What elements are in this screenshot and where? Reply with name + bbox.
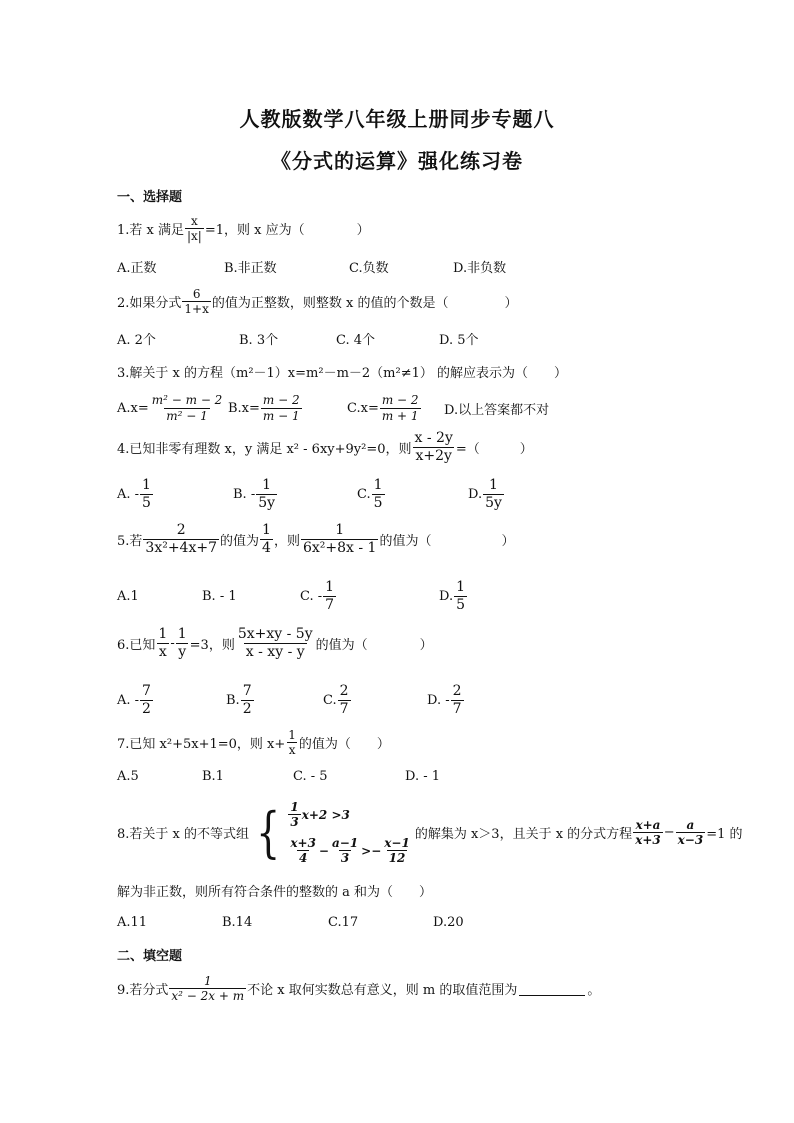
fraction: $\frac{m - 2}{m + 1}$ — [381, 393, 419, 423]
option-c: C. - $\frac{1}{7}$ — [300, 578, 335, 613]
option-d: D. - 1 — [405, 768, 441, 784]
fraction: $\frac{a}{x-3}$ — [677, 817, 704, 848]
question-6: 6.已知 $\frac{1}{x}$ - $\frac{1}{y}$ =3，则 $\frac{5x+xy - 5y}{x - xy - y}$ 的值为（ ） — [117, 626, 433, 660]
fraction: $\frac{1}{3}$ — [290, 800, 299, 830]
fraction: $\frac{1}{5y}$ — [485, 476, 502, 511]
option-c: C.17 — [328, 914, 359, 930]
fraction: $\frac{7}{2}$ — [142, 682, 151, 717]
fraction: $\frac{\text{m² − m − 2}}{\text{m² − 1}}$ — [151, 393, 223, 423]
option-b: B. - $\frac{1}{5y}$ — [233, 476, 276, 511]
fraction: $\frac{1}{y}$ — [177, 626, 187, 660]
fraction: $\frac{x}{|x|}$ — [187, 214, 202, 244]
fraction: $\frac{x+a}{x+3}$ — [635, 817, 661, 848]
answer-blank[interactable] — [519, 981, 585, 996]
question-6-options — [117, 680, 717, 720]
option-a: A.11 — [117, 914, 148, 930]
fraction: $\frac{2}{\text{3x²+4x+7}}$ — [145, 522, 217, 556]
fraction: $\frac{2}{7}$ — [339, 682, 349, 717]
option-d: D. - $\frac{2}{7}$ — [427, 682, 462, 717]
option-b: B. $\frac{7}{2}$ — [226, 682, 252, 717]
section-heading-fill: 二、填空题 — [117, 949, 183, 964]
question-8-continued: 解为非正数，则所有符合条件的整数的 a 和为（ ） — [117, 885, 433, 900]
question-8-options — [117, 902, 717, 942]
fraction: $\frac{1}{5}$ — [456, 578, 466, 613]
option-d: D.以上答案都不对 — [444, 402, 550, 418]
fraction: $\frac{2}{7}$ — [452, 682, 462, 717]
option-c: C. $\frac{1}{5}$ — [357, 476, 383, 511]
question-7-options — [117, 756, 717, 796]
question-8: 8.若关于 x 的不等式组 { $\frac{1}{3}$ x+2 >3 $\frac{x+3}{4}$ − $\frac{a-1}{3}$ >− $\frac{x-1}{12}$ 的解集为 x＞3，且关于 x 的分式方程 $\frac{x+a}{x+3}$ − $\frac{a}{x-3}$ =1 的 — [117, 800, 743, 866]
option-c: C. - 5 — [293, 768, 328, 784]
option-b: B.x= $\frac{m - 2}{m - 1}$ — [228, 393, 300, 423]
question-4-options — [117, 474, 717, 514]
fraction: $\frac{5x+xy - 5y}{x - xy - y}$ — [237, 626, 313, 660]
question-7: 7.已知 x²+5x+1=0，则 x+ $\frac{1}{x}$ 的值为（ ） — [117, 728, 390, 758]
option-d: D. $\frac{1}{5}$ — [439, 578, 466, 613]
option-b: B.非正数 — [224, 260, 277, 276]
fraction: $\frac{1}{7}$ — [325, 578, 335, 613]
question-2-options — [117, 318, 717, 358]
question-4: 4.已知非零有理数 x，y 满足 x² - 6xy+9y²=0，则 $\frac{x - 2y}{x+2y}$ =（ ） — [117, 430, 533, 464]
option-a: A.1 — [117, 588, 139, 604]
fraction: $\frac{1}{5}$ — [373, 476, 383, 511]
option-c: C. 4个 — [336, 332, 376, 348]
option-b: B.14 — [222, 914, 253, 930]
page-title: 人教版数学八年级上册同步专题八 — [239, 107, 555, 131]
option-a: A.5 — [117, 768, 139, 784]
option-d: D.20 — [433, 914, 464, 930]
fraction: $\frac{1}{\text{x² − 2x + m}}$ — [171, 974, 245, 1004]
question-5: 5.若 $\frac{2}{\text{3x²+4x+7}}$ 的值为 $\frac{1}{4}$ ，则 $\frac{1}{\text{6x²+8x - 1}}$ 的值为（ ） — [117, 522, 515, 556]
fraction: $\frac{1}{x}$ — [158, 626, 168, 660]
option-b: B. - 1 — [202, 588, 237, 604]
option-a: A. 2个 — [117, 332, 156, 348]
section-heading-choice: 一、选择题 — [117, 190, 183, 205]
page-subtitle: 《分式的运算》强化练习卷 — [271, 149, 523, 173]
fraction: $\frac{a-1}{3}$ — [331, 835, 359, 866]
option-a: A.正数 — [117, 260, 157, 276]
fraction: $\frac{6}{1+x}$ — [184, 287, 209, 317]
fraction: $\frac{1}{4}$ — [262, 522, 271, 556]
question-1-options — [117, 246, 717, 286]
question-1: 1.若 x 满足 $\frac{x}{|x|}$ =1，则 x 应为（ ） — [117, 214, 370, 244]
option-c: C.负数 — [349, 260, 389, 276]
option-a: A. - $\frac{1}{5}$ — [117, 476, 151, 511]
option-d: D. 5个 — [439, 332, 479, 348]
question-3-options — [117, 388, 717, 428]
fraction: $\frac{1}{5y}$ — [258, 476, 276, 511]
inequality-system: { $\frac{1}{3}$ x+2 >3 $\frac{x+3}{4}$ − $\frac{a-1}{3}$ >− $\frac{x-1}{12}$ — [256, 800, 410, 866]
fraction: $\frac{x-1}{12}$ — [384, 835, 410, 866]
question-9: 9.若分式 $\frac{1}{\text{x² − 2x + m}}$ 不论 x 取何实数总有意义，则 m 的取值范围为 。 — [117, 974, 601, 1004]
question-5-options — [117, 576, 717, 616]
option-d: D. $\frac{1}{5y}$ — [468, 476, 502, 511]
option-a: A.x= $\frac{\text{m² − m − 2}}{\text{m² − 1}}$ — [117, 393, 223, 423]
fraction: $\frac{1}{5}$ — [142, 476, 151, 511]
question-3: 3.解关于 x 的方程（m²－1）x=m²－m－2（m²≠1） 的解应表示为（ ） — [117, 366, 568, 381]
fraction: $\frac{x+3}{4}$ — [290, 835, 316, 866]
option-c: C. $\frac{2}{7}$ — [323, 682, 349, 717]
fraction: $\frac{x - 2y}{x+2y}$ — [414, 430, 453, 464]
option-b: B.1 — [202, 768, 224, 784]
option-b: B. 3个 — [239, 332, 279, 348]
fraction: $\frac{7}{2}$ — [242, 682, 252, 717]
option-a: A. - $\frac{7}{2}$ — [117, 682, 151, 717]
fraction: $\frac{m - 2}{m - 1}$ — [262, 393, 300, 423]
question-2: 2.如果分式 $\frac{6}{1+x}$ 的值为正整数，则整数 x 的值的个数是（ ） — [117, 287, 518, 317]
option-c: C.x= $\frac{m - 2}{m + 1}$ — [347, 393, 419, 423]
fraction: $\frac{1}{x}$ — [288, 728, 296, 758]
fraction: $\frac{1}{\text{6x²+8x - 1}}$ — [302, 522, 377, 556]
option-d: D.非负数 — [453, 260, 507, 276]
